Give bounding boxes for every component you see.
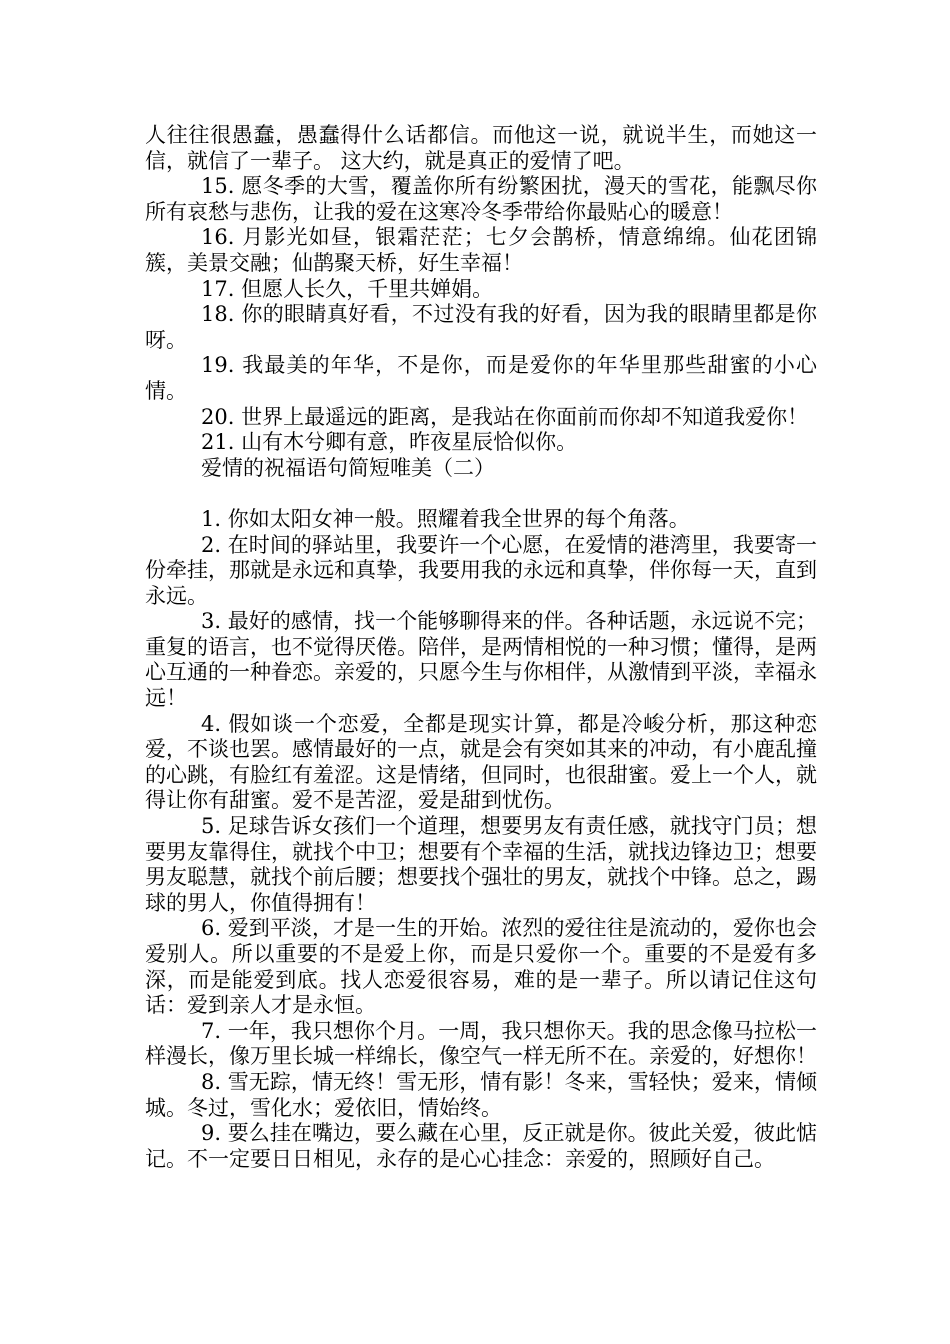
list-item: 15. 愿冬季的大雪，覆盖你所有纷繁困扰，漫天的雪花，能飘尽你所有哀愁与悲伤，让我的爱在这寒冷冬季带给你最贴心的暖意！ (145, 174, 817, 224)
list-item: 19. 我最美的年华，不是你，而是爱你的年华里那些甜蜜的小心情。 (145, 353, 817, 403)
paragraph: 人往往很愚蠢，愚蠢得什么话都信。而他这一说，就说半生，而她这一信，就信了一辈子。 这大约，就是真正的爱情了吧。 (145, 123, 817, 173)
list-item: 5. 足球告诉女孩们一个道理，想要男友有责任感，就找守门员；想要男友靠得住，就找个中卫；想要有个幸福的生活，就找边锋边卫；想要男友聪慧，就找个前后腰；想要找个强壮的男友，就找个中锋。总之，踢球的男人，你值得拥有！ (145, 814, 817, 915)
list-item: 2. 在时间的驿站里，我要许一个心愿，在爱情的港湾里，我要寄一份牵挂，那就是永远和真挚，我要用我的永远和真挚，伴你每一天，直到永远。 (145, 532, 817, 608)
list-item: 7. 一年，我只想你个月。一周，我只想你天。我的思念像马拉松一样漫长，像万里长城一样绵长，像空气一样无所不在。亲爱的，好想你！ (145, 1018, 817, 1069)
list-item: 17. 但愿人长久，千里共婵娟。 (201, 276, 494, 301)
list-item: 4. 假如谈一个恋爱，全都是现实计算，都是冷峻分析，那这种恋爱，不谈也罢。感情最好的一点，就是会有突如其来的冲动，有小鹿乱撞的心跳，有脸红有羞涩。这是情绪，但同时，也很甜蜜。爱上一个人，就得让你有甜蜜。爱不是苦涩，爱是甜到忧伤。 (145, 711, 817, 813)
list-item: 18. 你的眼睛真好看，不过没有我的好看，因为我的眼睛里都是你呀。 (145, 302, 817, 352)
list-item: 21. 山有木兮卿有意，昨夜星辰恰似你。 (201, 430, 578, 455)
list-item: 9. 要么挂在嘴边，要么藏在心里，反正就是你。彼此关爱，彼此惦记。不一定要日日相见，永存的是心心挂念：亲爱的，照顾好自己。 (145, 1121, 817, 1171)
list-item: 16. 月影光如昼，银霜茫茫；七夕会鹊桥，情意绵绵。仙花团锦簇，美景交融；仙鹊聚天桥，好生幸福！ (145, 225, 817, 275)
list-item: 8. 雪无踪，情无终！雪无形，情有影！冬来，雪轻快；爱来，情倾城。冬过，雪化水；爱依旧，情始终。 (145, 1069, 817, 1120)
list-item: 1. 你如太阳女神一般。照耀着我全世界的每个角落。 (201, 506, 690, 531)
list-item: 20. 世界上最遥远的距离，是我站在你面前而你却不知道我爱你！ (201, 404, 809, 429)
list-item: 6. 爱到平淡，才是一生的开始。浓烈的爱往往是流动的，爱你也会爱别人。所以重要的不是爱上你，而是只爱你一个。重要的不是爱有多深，而是能爱到底。找人恋爱很容易，难的是一辈子。所以请记住这句话：爱到亲人才是永恒。 (145, 916, 817, 1018)
document-body (145, 123, 817, 1172)
list-item: 3. 最好的感情，找一个能够聊得来的伴。各种话题，永远说不完；重复的语言，也不觉得厌倦。陪伴，是两情相悦的一种习惯；懂得，是两心互通的一种眷恋。亲爱的，只愿今生与你相伴，从激情到平淡，幸福永远！ (145, 609, 817, 711)
section-subtitle: 爱情的祝福语句简短唯美（二） (201, 455, 495, 480)
